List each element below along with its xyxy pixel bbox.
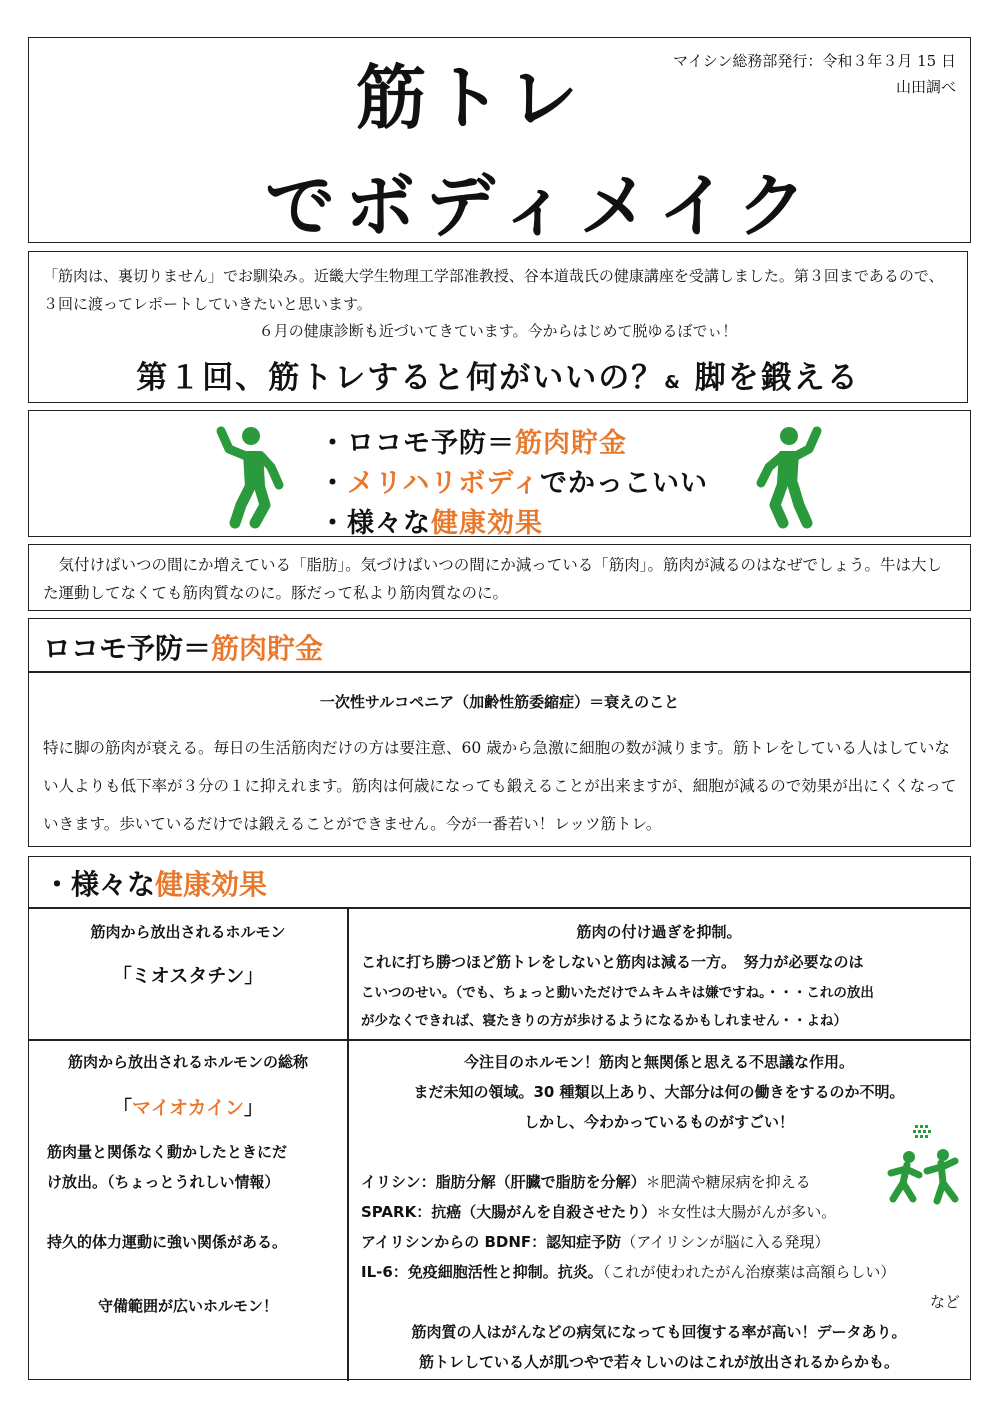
myokine-desc-1: 筋肉量と関係なく動かしたときにだ (47, 1143, 288, 1161)
myokine-closing-1: 筋肉質の人はがんなどの病気になっても回復する率が高い！データあり。 (411, 1323, 907, 1341)
myostatin-desc-2: これに打ち勝つほど筋トレをしないと筋肉は減る一方。 努力が必要なのは (361, 953, 864, 971)
myokine-bracket-close: 」 (243, 1097, 263, 1119)
locomo-title (43, 627, 323, 667)
publisher-line: マイシン総務部発行：令和３年３月 15 日 (673, 52, 956, 70)
bullet-suffix: でかっこいい (540, 468, 709, 499)
locomo-body (28, 672, 971, 847)
bullet-prefix: ・ロコモ予防＝ (319, 428, 515, 459)
item-note: （アイリシンが脳に入る発現） (621, 1233, 830, 1251)
item-main: SPARK：抗癌（大腸がんを自殺させたり） (361, 1203, 657, 1221)
intro-box (28, 251, 968, 403)
item-note: ＊女性は大腸がんが多い。 (656, 1203, 837, 1221)
author-line: 山田調べ (895, 78, 956, 96)
bullet-locomo (319, 421, 627, 460)
myokine-etc: など (929, 1293, 960, 1311)
table-divider-vertical (347, 909, 349, 1381)
intro-subtext: ６月の健康診断も近づいてきています。今からはじめて脱ゆるぼでぃ！ (258, 322, 738, 340)
locomo-title-prefix: ロコモ予防＝ (43, 632, 212, 665)
workout-pair-icon (881, 1121, 965, 1205)
health-title-prefix: ・様々な (43, 868, 156, 901)
myokine-intro-2: まだ未知の領域。30 種類以上あり、大部分は何の働きをするのか不明。 (413, 1083, 905, 1101)
fat-paragraph: 気付けばいつの間にか増えている「脂肪」。気づけばいつの間にか減っている「筋肉」。筋肉が減るのはなぜでしょう。牛は大した運動してなくても筋肉質なのに。豚だって私より筋肉質なのに。 (43, 556, 943, 602)
intro-heading-tail: 脚を鍛える (694, 360, 860, 396)
running-person-icon (215, 423, 285, 529)
bullet-highlight: 筋肉貯金 (515, 428, 627, 459)
bullet-prefix: ・ (319, 468, 347, 499)
fat-paragraph-box (28, 544, 971, 611)
intro-heading (29, 352, 967, 397)
myokine-desc-2: け放出。（ちょっとうれしい情報） (47, 1173, 280, 1191)
health-table (28, 908, 971, 1380)
locomo-header (28, 618, 971, 672)
item-note: （これが使われたがん治療薬は高額らしい） (602, 1263, 896, 1281)
item-main: IL-6：免疫細胞活性と抑制。抗炎。 (361, 1263, 603, 1281)
intro-text: 「筋肉は、裏切りません」でお馴染み。近畿大学生物理工学部准教授、谷本道哉氏の健康講座を受講しました。第３回まであるので、３回に渡ってレポートしていきたいと思います。 (43, 267, 944, 313)
myostatin-desc-4: が少なくできれば、寝たきりの方が歩けるようになるかもしれません・・よね） (361, 1013, 847, 1029)
myokine-item-bdnf (361, 1231, 966, 1252)
bullet-prefix: ・様々な (319, 508, 431, 539)
intro-heading-main: 第１回、筋トレすると何がいいの？ (136, 360, 665, 396)
myostatin-name: 「ミオスタチン」 (112, 965, 264, 987)
myokine-desc-4: 守備範囲が広いホルモン！ (97, 1297, 278, 1315)
myokine-name-text: マイオカイン (132, 1097, 244, 1119)
publisher-info (673, 48, 956, 100)
page-subtitle: でボディメイク (265, 165, 817, 247)
myokine-item-il6 (361, 1261, 966, 1282)
myostatin-label: 筋肉から放出されるホルモン (90, 923, 286, 941)
bullet-highlight: メリハリボディ (347, 468, 541, 499)
myokine-intro-3: しかし、今わかっているものがすごい！ (523, 1113, 794, 1131)
myokine-closing-2: 筋トレしている人が肌つやで若々しいのはこれが放出されるからかも。 (418, 1353, 899, 1371)
table-divider-horizontal (29, 1039, 970, 1041)
myokine-bracket-open: 「 (113, 1097, 133, 1119)
bullets-box (28, 410, 971, 537)
intro-heading-amp: & (664, 372, 682, 393)
bullet-highlight: 健康効果 (431, 508, 543, 539)
page-title: 筋トレ (356, 57, 584, 139)
item-note: ＊肥満や糖尿病を抑える (645, 1173, 811, 1191)
title-box (28, 37, 971, 247)
health-title (43, 863, 267, 903)
myokine-item-spark (361, 1201, 966, 1222)
myokine-name (29, 1093, 347, 1120)
locomo-title-highlight: 筋肉貯金 (211, 632, 324, 665)
locomo-text: 特に脚の筋肉が衰える。毎日の生活筋肉だけの方は要注意、60 歳から急激に細胞の数が減ります。筋トレをしている人はしていない人よりも低下率が３分の１に抑えれます。筋肉は何歳になっても鍛えることが出来ますが、細胞が減るので効果が出にくくなっていきます。歩いているだけでは鍛えることができません。今が一番若い！レッツ筋トレ。 (43, 739, 957, 833)
myostatin-desc-3: こいつのせい。（でも、ちょっと動いただけでムキムキは嫌ですね。・・・これの放出 (361, 985, 874, 1001)
item-main: イリシン：脂肪分解（肝臓で脂肪を分解） (361, 1173, 646, 1191)
myokine-intro-1: 今注目のホルモン！筋肉と無関係と思える不思議な作用。 (463, 1053, 854, 1071)
myostatin-desc-1: 筋肉の付け過ぎを抑制。 (576, 923, 742, 941)
myokine-label: 筋肉から放出されるホルモンの総称 (67, 1053, 308, 1071)
health-header (28, 856, 971, 908)
health-title-highlight: 健康効果 (155, 868, 268, 901)
running-person-icon (753, 423, 823, 529)
item-main: アイリシンからの BDNF：認知症予防 (361, 1233, 622, 1251)
myokine-desc-3: 持久的体力運動に強い関係がある。 (47, 1233, 288, 1251)
dot-grid (913, 1125, 931, 1138)
myokine-item-irisin (361, 1171, 966, 1192)
locomo-subtitle: 一次性サルコペニア（加齢性筋委縮症）＝衰えのこと (319, 693, 680, 711)
bullet-health (319, 501, 543, 540)
bullet-body (319, 461, 708, 500)
